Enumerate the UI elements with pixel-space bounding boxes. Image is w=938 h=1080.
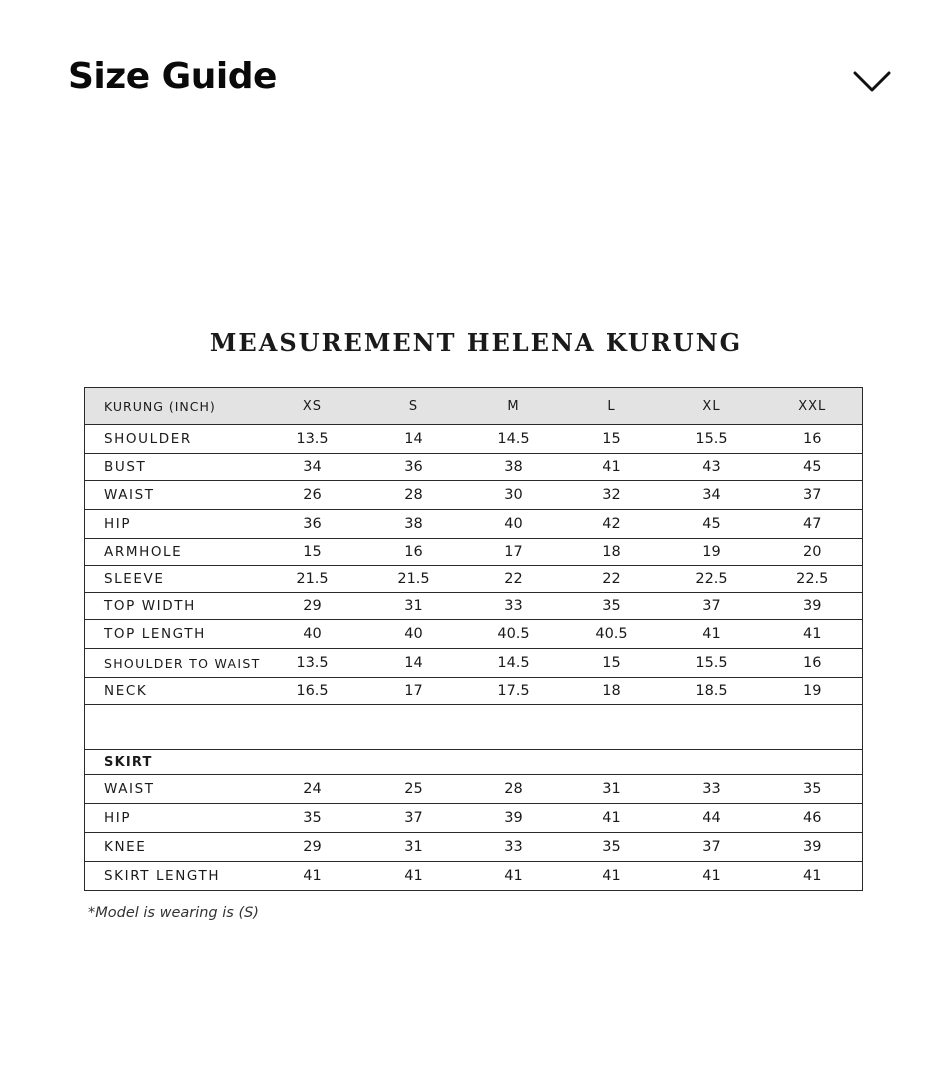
table-cell: 41 [563, 454, 661, 481]
table-cell: 37 [661, 593, 763, 620]
table-cell: 37 [661, 833, 763, 862]
table-row [85, 425, 863, 454]
row-label: WAIST [85, 481, 263, 510]
table-cell: 28 [465, 775, 563, 804]
table-cell: 35 [563, 593, 661, 620]
table-cell: 41 [363, 862, 465, 891]
table-cell: 34 [263, 454, 363, 481]
table-spacer-row [85, 705, 863, 750]
table-cell: 40.5 [465, 620, 563, 649]
row-label: SHOULDER TO WAIST [85, 649, 263, 678]
table-cell: 29 [263, 833, 363, 862]
table-cell: 40 [465, 510, 563, 539]
table-cell: 15 [563, 649, 661, 678]
table-cell: 37 [763, 481, 863, 510]
table-cell: 16 [763, 649, 863, 678]
size-chart-table [84, 387, 863, 891]
table-cell: 41 [563, 804, 661, 833]
table-cell: 31 [563, 775, 661, 804]
table-header-row [85, 388, 863, 425]
table-cell: 21.5 [263, 566, 363, 593]
page-title: Size Guide [68, 56, 277, 97]
table-cell: 35 [563, 833, 661, 862]
table-cell: 22 [563, 566, 661, 593]
table-cell: 21.5 [363, 566, 465, 593]
table-cell: 14 [363, 425, 465, 454]
row-label: TOP LENGTH [85, 620, 263, 649]
table-row [85, 775, 863, 804]
table-cell: 41 [763, 862, 863, 891]
table-row [85, 481, 863, 510]
table-cell: 33 [661, 775, 763, 804]
table-cell: 41 [563, 862, 661, 891]
skirt-section-row [85, 750, 863, 775]
table-cell: 45 [661, 510, 763, 539]
row-label: WAIST [85, 775, 263, 804]
row-label: ARMHOLE [85, 539, 263, 566]
table-cell: 26 [263, 481, 363, 510]
table-cell: 39 [763, 593, 863, 620]
table-cell: 19 [763, 678, 863, 705]
table-cell: 37 [363, 804, 465, 833]
table-row [85, 649, 863, 678]
table-cell: 17.5 [465, 678, 563, 705]
table-cell: 16.5 [263, 678, 363, 705]
table-cell: 18 [563, 678, 661, 705]
column-header: M [465, 388, 563, 425]
table-cell: 22 [465, 566, 563, 593]
table-cell: 25 [363, 775, 465, 804]
size-guide-header [0, 0, 938, 160]
table-cell: 17 [363, 678, 465, 705]
table-cell: 14 [363, 649, 465, 678]
table-cell: 32 [563, 481, 661, 510]
table-cell: 39 [763, 833, 863, 862]
table-cell: 13.5 [263, 649, 363, 678]
row-label: SHOULDER [85, 425, 263, 454]
table-cell: 38 [465, 454, 563, 481]
table-cell: 35 [263, 804, 363, 833]
table-cell: 31 [363, 833, 465, 862]
table-row [85, 678, 863, 705]
table-cell: 41 [763, 620, 863, 649]
table-cell: 31 [363, 593, 465, 620]
table-cell: 16 [363, 539, 465, 566]
table-cell: 33 [465, 833, 563, 862]
table-cell: 40 [263, 620, 363, 649]
column-header: XXL [763, 388, 863, 425]
table-cell: 43 [661, 454, 763, 481]
row-label: TOP WIDTH [85, 593, 263, 620]
column-header: XS [263, 388, 363, 425]
row-label: HIP [85, 510, 263, 539]
table-row [85, 620, 863, 649]
table-cell: 28 [363, 481, 465, 510]
table-row [85, 539, 863, 566]
table-cell: 38 [363, 510, 465, 539]
table-cell: 30 [465, 481, 563, 510]
row-label: BUST [85, 454, 263, 481]
column-header: L [563, 388, 661, 425]
collapse-toggle-button[interactable] [850, 62, 894, 98]
table-cell: 18.5 [661, 678, 763, 705]
model-size-note: *Model is wearing is (S) [88, 905, 259, 921]
table-cell: 36 [263, 510, 363, 539]
column-header: S [363, 388, 465, 425]
table-cell: 41 [263, 862, 363, 891]
table-row [85, 804, 863, 833]
row-label: KNEE [85, 833, 263, 862]
table-cell: 47 [763, 510, 863, 539]
table-row [85, 566, 863, 593]
row-label: HIP [85, 804, 263, 833]
table-cell: 42 [563, 510, 661, 539]
table-cell: 41 [661, 620, 763, 649]
table-cell: 15 [263, 539, 363, 566]
table-row [85, 593, 863, 620]
table-cell: 45 [763, 454, 863, 481]
table-cell: 13.5 [263, 425, 363, 454]
table-cell: 16 [763, 425, 863, 454]
chevron-down-icon [850, 62, 894, 98]
table-row [85, 862, 863, 891]
table-cell: 44 [661, 804, 763, 833]
table-cell: 41 [465, 862, 563, 891]
size-chart-image [0, 300, 938, 960]
row-label: SKIRT LENGTH [85, 862, 263, 891]
table-cell: 17 [465, 539, 563, 566]
table-cell: 15.5 [661, 425, 763, 454]
table-spacer-cell [85, 705, 863, 750]
column-header: KURUNG (INCH) [85, 388, 263, 425]
size-chart-title: MEASUREMENT HELENA KURUNG [209, 328, 743, 357]
table-cell: 36 [363, 454, 465, 481]
table-cell: 29 [263, 593, 363, 620]
row-label: SLEEVE [85, 566, 263, 593]
table-cell: 22.5 [763, 566, 863, 593]
table-cell: 18 [563, 539, 661, 566]
table-cell: 41 [661, 862, 763, 891]
table-cell: 40.5 [563, 620, 661, 649]
table-row [85, 833, 863, 862]
table-cell: 22.5 [661, 566, 763, 593]
table-cell: 40 [363, 620, 465, 649]
table-cell: 46 [763, 804, 863, 833]
table-cell: 39 [465, 804, 563, 833]
table-cell: 15 [563, 425, 661, 454]
table-cell: 20 [763, 539, 863, 566]
column-header: XL [661, 388, 763, 425]
table-cell: 35 [763, 775, 863, 804]
table-cell: 14.5 [465, 649, 563, 678]
skirt-section-label: SKIRT [85, 750, 863, 775]
table-row [85, 454, 863, 481]
table-cell: 14.5 [465, 425, 563, 454]
table-cell: 15.5 [661, 649, 763, 678]
table-row [85, 510, 863, 539]
table-cell: 19 [661, 539, 763, 566]
table-cell: 33 [465, 593, 563, 620]
table-cell: 34 [661, 481, 763, 510]
row-label: NECK [85, 678, 263, 705]
table-cell: 24 [263, 775, 363, 804]
